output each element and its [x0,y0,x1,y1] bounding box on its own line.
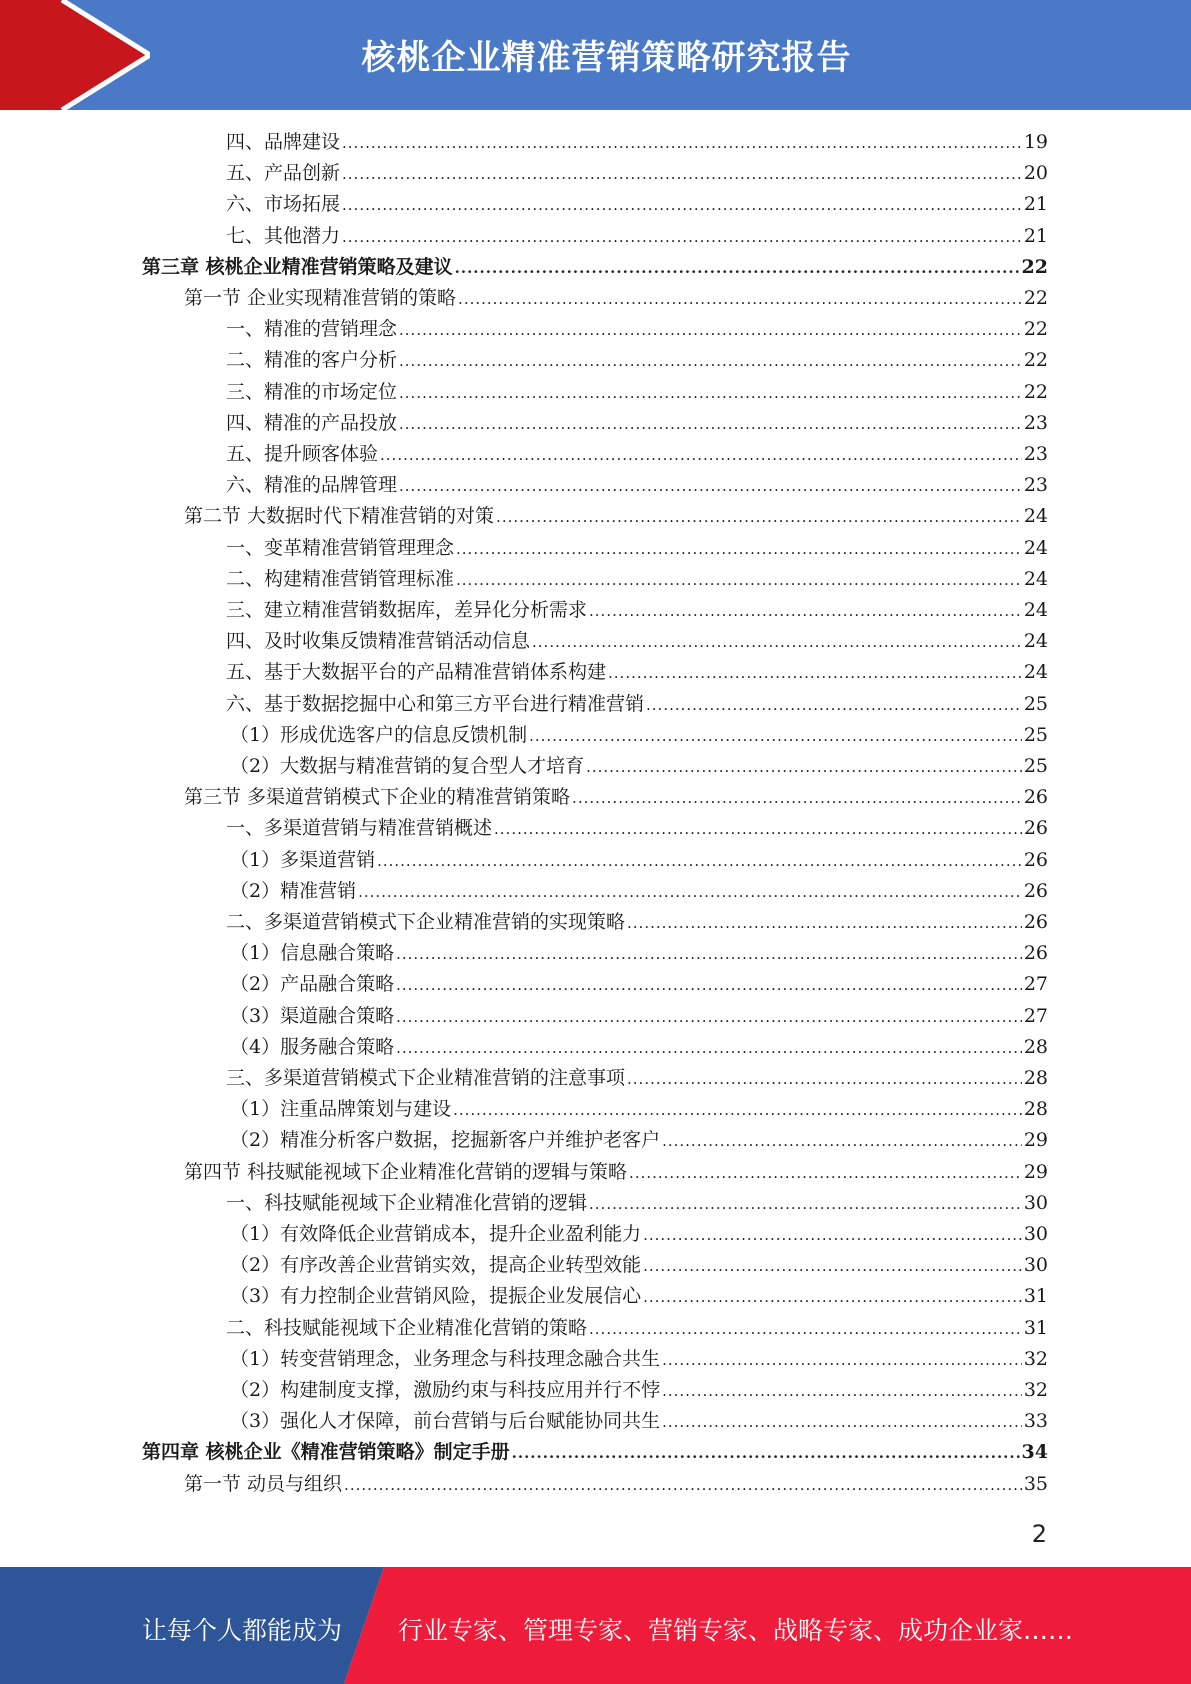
toc-subsection-entry[interactable] [230,1406,1048,1437]
toc-subsection-entry[interactable] [230,1375,1048,1406]
toc-subsection-entry[interactable] [226,470,1048,501]
toc-entry-page: 26 [1023,911,1048,933]
toc-subsection-entry[interactable] [230,720,1048,751]
toc-entry-title: 一、精准的营销理念 [226,318,398,341]
toc-entry-page: 29 [1023,1129,1048,1152]
toc-subsection-entry[interactable] [226,158,1048,189]
toc-dot-leader [458,284,1022,315]
toc-dot-leader [456,534,1022,565]
toc-entry-page: 22 [1023,380,1048,403]
toc-subsection-entry[interactable] [230,1094,1048,1125]
toc-entry-title: 第一节 动员与组织 [184,1472,343,1495]
toc-entry-title: 第四章 核桃企业《精准营销策略》制定手册 [142,1441,510,1464]
toc-subsection-entry[interactable] [226,626,1048,657]
toc-entry-page: 25 [1023,723,1048,746]
toc-entry-title: 三、精准的市场定位 [226,380,398,403]
toc-entry-page: 26 [1023,879,1048,902]
toc-entry-title: （2）产品融合策略 [230,973,395,996]
toc-subsection-entry[interactable] [226,595,1048,626]
toc-dot-leader [399,471,1022,502]
toc-entry-title: （2）有序改善企业营销实效，提高企业转型效能 [230,1254,642,1277]
toc-entry-title: 四、精准的产品投放 [226,411,398,434]
toc-entry-page: 21 [1023,193,1048,216]
toc-entry-page: 26 [1023,848,1048,871]
toc-subsection-entry[interactable] [226,314,1048,345]
toc-entry-page: 24 [1023,661,1048,684]
toc-chapter-entry[interactable] [142,1437,1048,1468]
toc-entry-title: （1）转变营销理念，业务理念与科技理念融合共生 [230,1347,661,1370]
toc-subsection-entry[interactable] [226,657,1048,688]
toc-dot-leader [380,440,1022,471]
toc-entry-title: 六、基于数据挖掘中心和第三方平台进行精准营销 [226,692,645,715]
toc-entry-page: 30 [1023,1254,1048,1277]
toc-entry-title: 六、市场拓展 [226,193,341,216]
toc-dot-leader [358,877,1022,908]
toc-entry-page: 19 [1023,131,1048,153]
toc-entry-title: （2）构建制度支撑，激励约束与科技应用并行不悖 [230,1379,661,1401]
toc-entry-page: 21 [1023,224,1048,247]
toc-subsection-entry[interactable] [230,1344,1048,1375]
toc-dot-leader [396,939,1022,970]
toc-dot-leader [342,128,1022,159]
toc-entry-page: 28 [1023,1035,1048,1058]
toc-dot-leader [377,846,1022,877]
toc-subsection-entry[interactable] [226,533,1048,564]
toc-entry-title: （1）多渠道营销 [230,848,376,871]
toc-entry-title: （1）注重品牌策划与建设 [230,1098,452,1121]
toc-entry-title: 二、科技赋能视域下企业精准化营销的策略 [226,1316,588,1339]
toc-entry-title: 第三章 核桃企业精准营销策略及建议 [142,255,453,278]
toc-entry-title: 一、多渠道营销与精准营销概述 [226,817,493,840]
toc-dot-leader [532,627,1022,658]
toc-subsection-entry[interactable] [230,1125,1048,1156]
toc-entry-page: 22 [1023,318,1048,341]
toc-subsection-entry[interactable] [226,689,1048,720]
toc-entry-page: 25 [1023,692,1048,715]
toc-dot-leader [396,970,1022,1001]
toc-dot-leader [453,1095,1022,1126]
toc-entry-title: 六、精准的品牌管理 [226,474,398,497]
toc-entry-title: （1）有效降低企业营销成本，提升企业盈利能力 [230,1223,642,1245]
toc-entry-page: 22 [1021,255,1048,278]
toc-entry-title: 五、基于大数据平台的产品精准营销体系构建 [226,661,607,684]
toc-subsection-entry[interactable] [226,813,1048,844]
toc-dot-leader [399,315,1022,346]
toc-dot-leader [643,1282,1022,1313]
toc-entry-page: 35 [1023,1472,1048,1495]
toc-dot-leader [646,690,1022,721]
toc-subsection-entry[interactable] [230,1219,1048,1250]
toc-dot-leader [629,1158,1022,1189]
toc-entry-title: 四、及时收集反馈精准营销活动信息 [226,630,531,653]
toc-entry-title: 五、产品创新 [226,162,341,185]
toc-dot-leader [643,1220,1022,1251]
toc-entry-title: （3）渠道融合策略 [230,1004,395,1027]
toc-subsection-entry[interactable] [226,1313,1048,1344]
toc-entry-title: 三、建立精准营销数据库，差异化分析需求 [226,599,588,621]
document-title: 核桃企业精准营销策略研究报告 [361,38,852,78]
toc-entry-page: 31 [1023,1285,1048,1308]
toc-subsection-entry[interactable] [226,1188,1048,1219]
toc-dot-leader [589,596,1022,627]
header-band [0,0,1191,110]
toc-dot-leader [627,1064,1022,1095]
toc-entry-page: 30 [1023,1223,1048,1245]
toc-entry-page: 24 [1023,630,1048,653]
toc-dot-leader [662,1407,1022,1438]
toc-subsection-entry[interactable] [226,377,1048,408]
toc-entry-title: （2）大数据与精准营销的复合型人才培育 [230,755,585,777]
toc-dot-leader [529,721,1022,752]
toc-subsection-entry[interactable] [230,938,1048,969]
toc-entry-page: 25 [1023,755,1048,777]
toc-dot-leader [344,1470,1022,1501]
toc-section-entry[interactable] [184,782,1048,813]
footer-slogan-right: 行业专家、管理专家、营销专家、战略专家、成功企业家…… [398,1616,1074,1645]
toc-entry-page: 32 [1023,1347,1048,1370]
toc-dot-leader [572,783,1022,814]
toc-entry-title: 二、多渠道营销模式下企业精准营销的实现策略 [226,911,626,933]
toc-entry-page: 28 [1023,1098,1048,1121]
toc-subsection-entry[interactable] [226,907,1048,938]
toc-entry-page: 26 [1023,817,1048,840]
toc-dot-leader [608,658,1022,689]
toc-entry-page: 32 [1023,1379,1048,1401]
toc-entry-page: 34 [1021,1441,1048,1464]
toc-entry-title: （2）精准分析客户数据，挖掘新客户并维护老客户 [230,1129,661,1152]
toc-subsection-entry[interactable] [230,876,1048,907]
footer-band [0,1567,1191,1684]
toc-entry-page: 24 [1023,505,1048,528]
toc-subsection-entry[interactable] [226,345,1048,376]
toc-dot-leader [494,814,1022,845]
toc-entry-title: （4）服务融合策略 [230,1035,395,1058]
toc-subsection-entry[interactable] [230,845,1048,876]
toc-entry-page: 20 [1023,162,1048,185]
toc-subsection-entry[interactable] [230,969,1048,1000]
toc-dot-leader [662,1345,1022,1376]
toc-entry-title: 二、精准的客户分析 [226,349,398,372]
toc-subsection-entry[interactable] [226,127,1048,158]
toc-dot-leader [455,253,1020,284]
toc-subsection-entry[interactable] [226,1063,1048,1094]
toc-entry-page: 22 [1023,287,1048,309]
toc-subsection-entry[interactable] [230,1250,1048,1281]
toc-chapter-entry[interactable] [142,252,1048,283]
toc-entry-page: 26 [1023,942,1048,965]
toc-entry-page: 23 [1023,443,1048,465]
toc-entry-title: 第一节 企业实现精准营销的策略 [184,287,457,309]
toc-entry-title: 第二节 大数据时代下精准营销的对策 [184,505,495,528]
toc-entry-title: （2）精准营销 [230,879,357,902]
toc-section-entry[interactable] [184,283,1048,314]
toc-dot-leader [399,409,1022,440]
toc-entry-title: （3）有力控制企业营销风险，提振企业发展信心 [230,1285,642,1308]
toc-subsection-entry[interactable] [226,408,1048,439]
toc-dot-leader [496,502,1022,533]
toc-entry-title: 四、品牌建设 [226,131,341,153]
toc-entry-title: 七、其他潜力 [226,224,341,247]
toc-dot-leader [342,190,1022,221]
toc-entry-page: 27 [1023,1004,1048,1027]
toc-dot-leader [342,159,1022,190]
toc-dot-leader [662,1376,1022,1407]
toc-dot-leader [643,1251,1022,1282]
toc-dot-leader [396,1002,1022,1033]
toc-entry-title: 五、提升顾客体验 [226,443,379,465]
toc-section-entry[interactable] [184,1469,1048,1500]
toc-dot-leader [456,565,1022,596]
toc-dot-leader [589,1189,1022,1220]
toc-entry-title: （3）强化人才保障，前台营销与后台赋能协同共生 [230,1410,661,1433]
toc-entry-page: 26 [1023,786,1048,809]
toc-dot-leader [627,908,1022,939]
toc-entry-page: 24 [1023,599,1048,621]
toc-entry-page: 28 [1023,1067,1048,1089]
toc-entry-page: 30 [1023,1191,1048,1214]
toc-entry-title: 三、多渠道营销模式下企业精准营销的注意事项 [226,1067,626,1089]
toc-entry-title: （1）形成优选客户的信息反馈机制 [230,723,528,746]
toc-subsection-entry[interactable] [226,189,1048,220]
toc-dot-leader [396,1033,1022,1064]
toc-subsection-entry[interactable] [226,439,1048,470]
toc-entry-page: 24 [1023,567,1048,590]
toc-entry-page: 27 [1023,973,1048,996]
toc-dot-leader [662,1126,1022,1157]
footer-slogan-left: 让每个人都能成为 [142,1616,343,1645]
toc-subsection-entry[interactable] [226,564,1048,595]
toc-subsection-entry[interactable] [230,1032,1048,1063]
toc-dot-leader [586,752,1022,783]
toc-entry-title: （1）信息融合策略 [230,942,395,965]
toc-entry-title: 二、构建精准营销管理标准 [226,567,455,590]
toc-dot-leader [399,378,1022,409]
toc-entry-page: 33 [1023,1410,1048,1433]
toc-entry-title: 第三节 多渠道营销模式下企业的精准营销策略 [184,786,571,809]
toc-subsection-entry[interactable] [230,1001,1048,1032]
toc-entry-page: 31 [1023,1316,1048,1339]
toc-entry-title: 第四节 科技赋能视域下企业精准化营销的逻辑与策略 [184,1160,628,1183]
toc-section-entry[interactable] [184,1157,1048,1188]
toc-subsection-entry[interactable] [226,221,1048,252]
toc-section-entry[interactable] [184,501,1048,532]
toc-subsection-entry[interactable] [230,751,1048,782]
toc-entry-title: 一、变革精准营销管理理念 [226,536,455,559]
toc-dot-leader [512,1438,1020,1469]
toc-entry-page: 24 [1023,536,1048,559]
toc-entry-page: 23 [1023,474,1048,497]
toc-entry-page: 22 [1023,349,1048,372]
toc-subsection-entry[interactable] [230,1281,1048,1312]
toc-dot-leader [342,222,1022,253]
toc-dot-leader [399,346,1022,377]
toc-entry-page: 29 [1023,1160,1048,1183]
page-number: 2 [1031,1520,1047,1548]
toc-dot-leader [589,1314,1022,1345]
toc-entry-title: 一、科技赋能视域下企业精准化营销的逻辑 [226,1191,588,1214]
toc-entry-page: 23 [1023,411,1048,434]
